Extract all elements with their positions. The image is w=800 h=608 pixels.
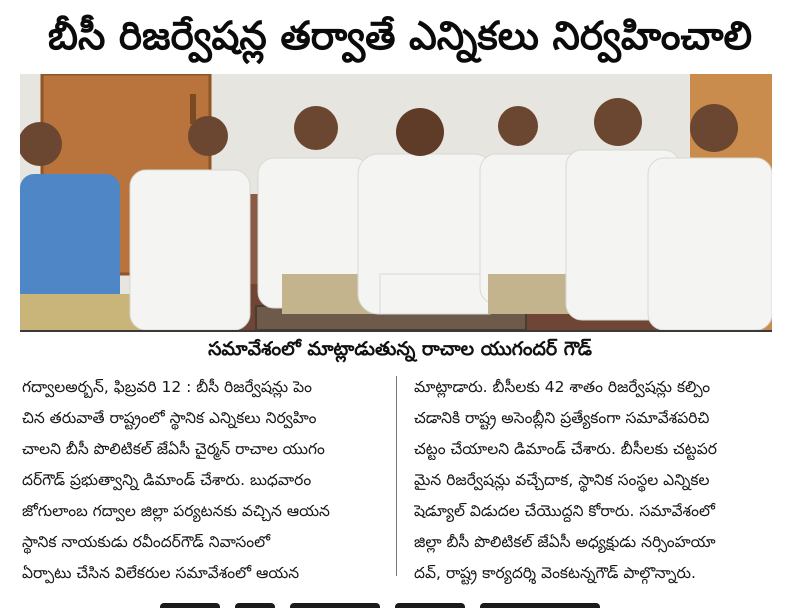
article-column-left bbox=[22, 372, 368, 589]
next-article-headline-cut bbox=[160, 596, 720, 608]
press-meet-photo bbox=[20, 74, 772, 330]
caption-rule bbox=[20, 330, 772, 332]
cut-glyph bbox=[480, 603, 600, 608]
body-line: చాలని బీసీ పొలిటికల్ జేఏసీ చైర్మన్ రాచాల యుగం bbox=[22, 440, 325, 458]
body-line: చట్టం చేయాలని డిమాండ్ చేశారు. బీసీలకు చట్టపర bbox=[414, 440, 717, 458]
photo-caption: సమావేశంలో మాట్లాడుతున్న రాచాల యుగందర్ గౌడ్ bbox=[208, 338, 592, 360]
cut-glyph bbox=[235, 603, 275, 608]
body-line: చడానికి రాష్ట్ర అసెంబ్లీని ప్రత్యేకంగా సమావేశపరిచి bbox=[414, 409, 710, 427]
body-line: గద్వాలఅర్బన్, ఫిబ్రవరి 12 : బీసీ రిజర్వేషన్లు పెం bbox=[22, 378, 312, 396]
body-line: జిల్లా బీసీ పొలిటికల్ జేఏసీ అధ్యక్షుడు నర్సింహయా bbox=[414, 533, 716, 551]
body-line: షెడ్యూల్ విడుదల చేయొద్దని కోరారు. సమావేశంలో bbox=[414, 502, 715, 520]
body-line: ఏర్పాటు చేసిన విలేకరుల సమావేశంలో ఆయన bbox=[22, 564, 300, 582]
cut-glyph bbox=[160, 603, 220, 608]
body-line: దర్‌గౌడ్ ప్రభుత్వాన్ని డిమాండ్ చేశారు. బుధవారం bbox=[22, 471, 312, 489]
column-divider bbox=[396, 376, 397, 576]
cut-glyph bbox=[290, 603, 380, 608]
body-line: స్థానిక నాయకుడు రవీందర్‌గౌడ్ నివాసంలో bbox=[22, 533, 271, 551]
cut-glyph bbox=[395, 603, 465, 608]
news-photo bbox=[20, 74, 772, 330]
body-line: మాట్లాడారు. బీసీలకు 42 శాతం రిజర్వేషన్లు కల్పిం bbox=[414, 378, 711, 396]
body-line: చిన తరువాతే రాష్ట్రంలో స్థానిక ఎన్నికలు నిర్వహిం bbox=[22, 409, 317, 427]
body-line: దవ్, రాష్ట్ర కార్యదర్శి వెంకటన్నగౌడ్ పాల్గొన్నారు. bbox=[414, 564, 696, 582]
article-column-right bbox=[414, 372, 760, 589]
photo-door-handle bbox=[190, 94, 196, 124]
body-line: మైన రిజర్వేషన్లు వచ్చేదాక, స్థానిక సంస్థల ఎన్నికల bbox=[414, 471, 710, 489]
article-headline: బీసీ రిజర్వేషన్ల తర్వాతే ఎన్నికలు నిర్వహించాలి bbox=[47, 14, 753, 59]
body-line: జోగులాంబ గద్వాల జిల్లా పర్యటనకు వచ్చిన ఆయన bbox=[22, 502, 330, 520]
